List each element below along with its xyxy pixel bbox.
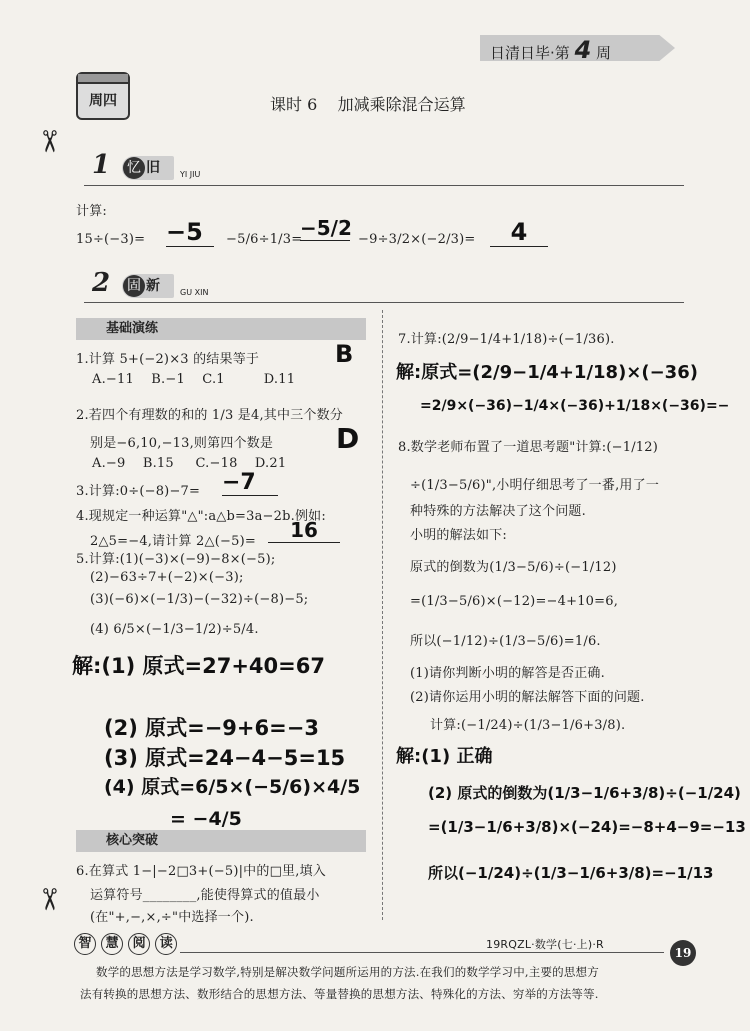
review-ans3: 4 — [490, 218, 548, 247]
q3-answer: −7 — [222, 470, 278, 496]
q4-stem2: 2△5=−4,请计算 2△(−5)= — [90, 534, 256, 549]
review-expr3: −9÷3/2×(−2/3)= — [358, 232, 476, 247]
lesson-title: 课时 6 加减乘除混合运算 — [270, 95, 466, 114]
q5-work5: = −4/5 — [170, 808, 242, 830]
q2-stem1: 2.若四个有理数的和的 1/3 是4,其中三个数分 — [76, 408, 343, 423]
q7-work2: =2/9×(−36)−1/4×(−36)+1/18×(−36)=− — [420, 398, 730, 414]
q2-options: A.−9 B.15 C.−18 D.21 — [92, 456, 287, 471]
calendar-day-badge: 周四 — [76, 72, 130, 120]
q8-stem2: ÷(1/3−5/6)",小明仔细思考了一番,用了一 — [410, 478, 660, 493]
q8-sub1: (1)请你判断小明的解答是否正确. — [410, 666, 605, 681]
review-expr2: −5/6÷1/3= — [226, 232, 303, 247]
q1-stem: 1.计算 5+(−2)×3 的结果等于 — [76, 352, 260, 367]
week-banner-text: 日清日毕·第 4 周 — [490, 36, 612, 64]
q2-answer: D — [336, 422, 360, 455]
q5-work1: 解:(1) 原式=27+40=67 — [72, 654, 325, 678]
q6-stem3: (在"+,−,×,÷"中选择一个). — [90, 910, 254, 925]
q8-stem7: 所以(−1/12)÷(1/3−5/6)=1/6. — [410, 634, 601, 649]
q8-work3: =(1/3−1/6+3/8)×(−24)=−8+4−9=−13 — [428, 818, 746, 836]
review-prompt: 计算: — [76, 204, 107, 219]
core-breakthrough-bar: 核心突破 — [76, 830, 366, 852]
q5-stem1: 5.计算:(1)(−3)×(−9)−8×(−5); — [76, 552, 276, 567]
q8-stem6: =(1/3−5/6)×(−12)=−4+10=6, — [410, 594, 619, 609]
q5-work4: (4) 原式=6/5×(−5/6)×4/5 — [104, 776, 361, 798]
review-expr1: 15÷(−3)= — [76, 232, 146, 247]
review-ans1: −5 — [166, 218, 214, 247]
q7-stem: 7.计算:(2/9−1/4+1/18)÷(−1/36). — [398, 332, 615, 347]
q3-stem: 3.计算:0÷(−8)−7= — [76, 484, 201, 499]
divider — [84, 302, 684, 303]
q1-options: A.−11 B.−1 C.1 D.11 — [92, 372, 296, 387]
q1-answer: B — [335, 340, 354, 368]
q8-stem4: 小明的解法如下: — [410, 528, 507, 543]
q8-stem5: 原式的倒数为(1/3−5/6)÷(−1/12) — [410, 560, 617, 575]
q8-work2: (2) 原式的倒数为(1/3−1/6+3/8)÷(−1/24) — [428, 784, 741, 802]
divider — [180, 952, 664, 953]
divider — [84, 185, 684, 186]
q8-sub2: (2)请你运用小明的解法解答下面的问题. — [410, 690, 645, 705]
q2-stem2: 别是−6,10,−13,则第四个数是 — [90, 436, 274, 451]
section-review-header: 1 忆 旧 YI JIU — [92, 150, 201, 180]
q7-work1: 解:原式=(2/9−1/4+1/18)×(−36) — [396, 362, 698, 383]
q8-work4: 所以(−1/24)÷(1/3−1/6+3/8)=−1/13 — [428, 864, 714, 882]
q5-stem4: (4) 6/5×(−1/3−1/2)÷5/4. — [90, 622, 259, 637]
q5-work2: (2) 原式=−9+6=−3 — [104, 716, 319, 740]
q5-work3: (3) 原式=24−4−5=15 — [104, 746, 346, 770]
q8-sub3: 计算:(−1/24)÷(1/3−1/6+3/8). — [430, 718, 626, 733]
column-divider — [382, 310, 383, 920]
week-number: 4 — [574, 36, 592, 64]
q4-answer: 16 — [268, 518, 340, 543]
footer-text1: 数学的思想方法是学习数学,特别是解决数学问题所运用的方法.在我们的数学学习中,主要的思想方 — [96, 965, 599, 979]
q5-stem2: (2)−63÷7+(−2)×(−3); — [90, 570, 244, 585]
footer-text2: 法有转换的思想方法、数形结合的思想方法、等量替换的思想方法、特殊化的方法、穷举的方法等等. — [80, 987, 599, 1001]
q8-stem1: 8.数学老师布置了一道思考题"计算:(−1/12) — [398, 440, 658, 455]
q8-work1: 解:(1) 正确 — [396, 746, 493, 767]
review-ans2: −5/2 — [300, 216, 352, 240]
q6-stem1: 6.在算式 1−|−2□3+(−5)|中的□里,填入 — [76, 864, 326, 879]
scissors-icon: ✂ — [31, 886, 67, 913]
q4-stem1: 4.现规定一种运算"△":a△b=3a−2b.例如: — [76, 509, 326, 524]
q6-stem2: 运算符号________,能使得算式的值最小 — [90, 888, 320, 903]
scissors-icon: ✂ — [31, 128, 67, 155]
wisdom-reading-badge: 智 慧 阅 读 — [74, 932, 177, 955]
page-number: 19 — [670, 940, 696, 966]
q5-stem3: (3)(−6)×(−1/3)−(−32)÷(−8)−5; — [90, 592, 309, 607]
footer-code: 19RQZL·数学(七·上)·R — [486, 938, 604, 951]
section-new-header: 2 固 新 GU XIN — [92, 268, 209, 298]
basic-practice-bar: 基础演练 — [76, 318, 366, 340]
q8-stem3: 种特殊的方法解决了这个问题. — [410, 504, 586, 519]
